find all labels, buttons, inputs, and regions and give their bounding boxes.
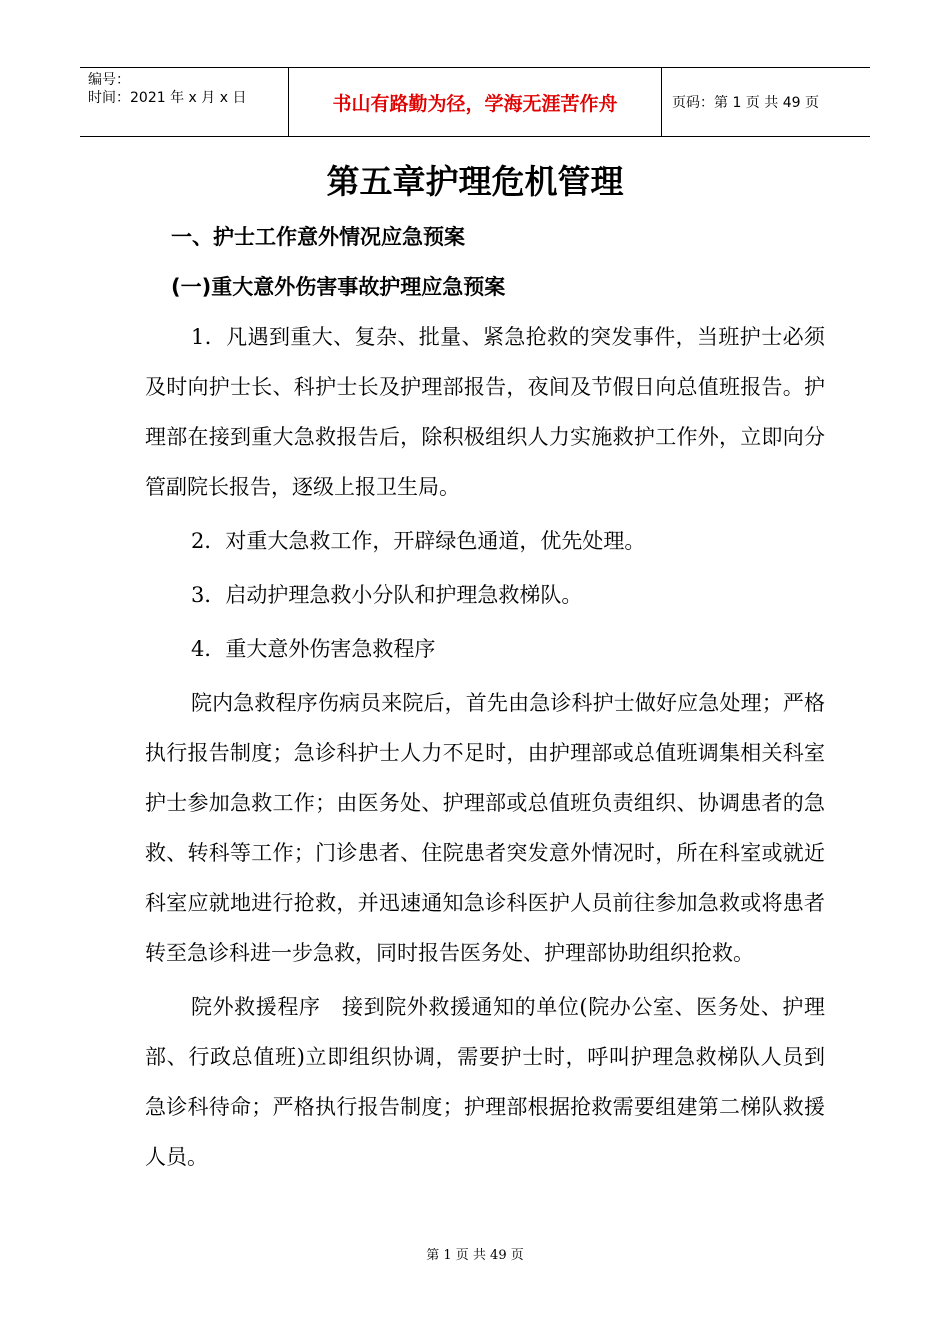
section-heading: 一、护士工作意外情况应急预案 [171, 225, 465, 249]
page-footer: 第 1 页 共 49 页 [426, 1248, 524, 1263]
subsection-heading: (一)重大意外伤害事故护理应急预案 [171, 275, 506, 299]
paragraph-4: 4．重大意外伤害急救程序 [191, 637, 436, 661]
paragraph-2: 2．对重大急救工作，开辟绿色通道，优先处理。 [191, 529, 646, 553]
paragraph-5: 院内急救程序伤病员来院后，首先由急诊科护士做好应急处理；严格执行报告制度；急诊科护士人力不足时，由护理部或总值班调集相关科室护士参加急救工作；由医务处、护理部或总值班负责组织、协调患者的急救、转科等工作；门诊患者、住院患者突发意外情况时，所在科室或就近科室应就地进行抢救，并迅速通知急诊科医护人员前往参加急救或将患者转至急诊科进一步急救，同时报告医务处、护理部协助组织抢救。 [145, 691, 825, 965]
paragraph-1: 1．凡遇到重大、复杂、批量、紧急抢救的突发事件，当班护士必须及时向护士长、科护士长及护理部报告，夜间及节假日向总值班报告。护理部在接到重大急救报告后，除积极组织人力实施救护工作外，立即向分管副院长报告，逐级上报卫生局。 [145, 325, 825, 499]
document-body [145, 212, 825, 1182]
header-meta [80, 68, 289, 136]
page-header [80, 67, 870, 137]
paragraph-6: 院外救援程序 接到院外救援通知的单位(院办公室、医务处、护理部、行政总值班)立即组织协调，需要护士时，呼叫护理急救梯队人员到急诊科待命；严格执行报告制度；护理部根据抢救需要组建第二梯队救援人员。 [145, 995, 825, 1169]
header-motto: 书山有路勤为径，学海无涯苦作舟 [289, 68, 662, 136]
time-label: 时间：2021 年 x 月 x 日 [88, 90, 247, 106]
document-title: 第五章护理危机管理 [326, 162, 624, 201]
paragraph-3: 3．启动护理急救小分队和护理急救梯队。 [191, 583, 583, 607]
number-label: 编号： [88, 72, 130, 88]
header-page-info: 页码：第 1 页 共 49 页 [672, 95, 819, 111]
